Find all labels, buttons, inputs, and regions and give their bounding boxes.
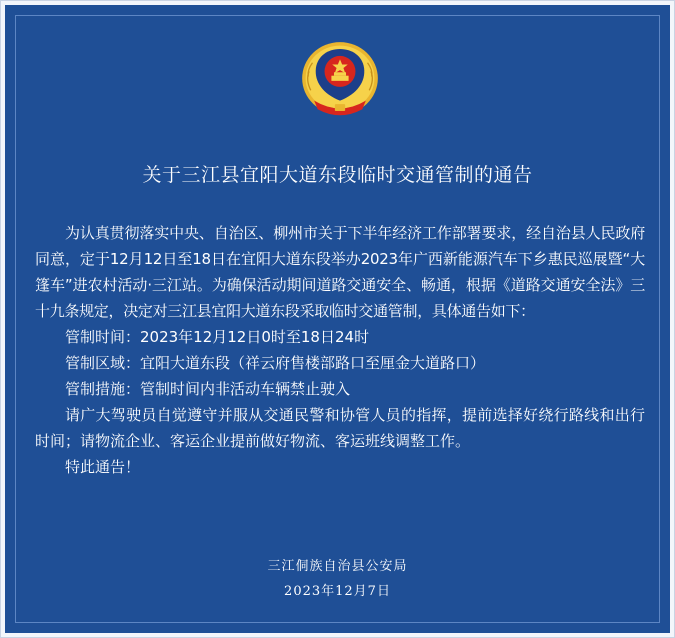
issuer-name: 三江侗族自治县公安局 [267,559,408,574]
notice-item-area: 管制区域：宜阳大道东段（祥云府售楼部路口至厘金大道路口） [65,354,486,372]
notice-title: 关于三江县宜阳大道东段临时交通管制的通告 [142,164,533,186]
notice-paragraph-intro: 为认真贯彻落实中央、自治区、柳州市关于下半年经济工作部署要求，经自治县人民政府同意，定于12月12日至18日在宜阳大道东段举办2023年广西新能源汽车下乡惠民巡展暨“大篷车”进农村活动·三江站。为确保活动期间道路交通安全、畅通，根据《道路交通安全法》三十九条规定，决定对三江县宜阳大道东段采取临时交通管制，具体通告如下： [35,224,645,320]
notice-item-time: 管制时间：2023年12月12日0时至18日24时 [65,328,370,346]
notice-paragraph-closing: 特此通告！ [65,458,141,476]
issue-date: 2023年12月7日 [284,584,391,599]
notice-item-measures: 管制措施：管制时间内非活动车辆禁止驶入 [65,380,351,398]
police-emblem-icon [297,37,383,123]
notice-body [35,220,645,480]
notice-paragraph-request: 请广大驾驶员自觉遵守并服从交通民警和协管人员的指挥，提前选择好绕行路线和出行时间；请物流企业、客运企业提前做好物流、客运班线调整工作。 [35,406,645,450]
